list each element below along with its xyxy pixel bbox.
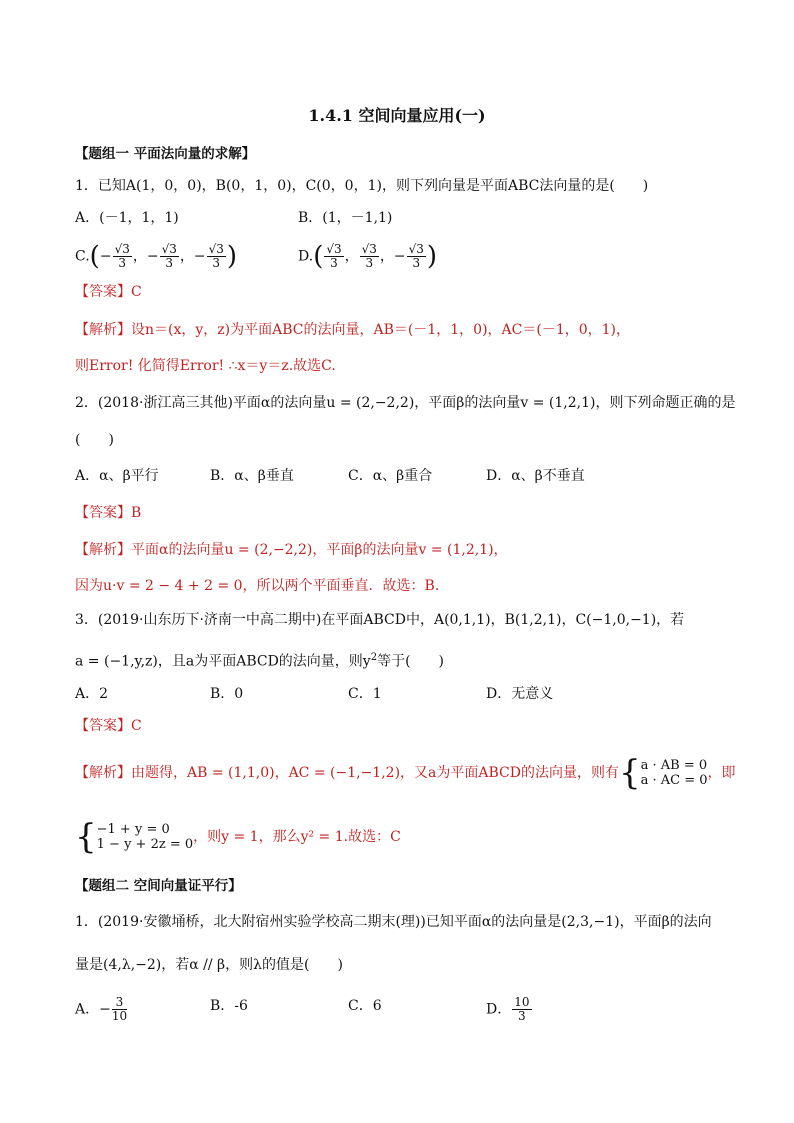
q2-stem-line2: ( ) [75,432,114,448]
q2-answer: 【答案】B [75,505,142,521]
page-title: 1.4.1 空间向量应用(一) [308,106,486,125]
q2-analysis-line2: 因为u·v = 2 − 4 + 2 = 0，所以两个平面垂直．故选：B． [75,578,449,594]
q3-option-d: D．无意义 [486,686,554,702]
g2q1-stem-line1: 1．(2019·安徽埇桥，北大附宿州实验学校高二期末(理))已知平面α的法向量是(2,3,−1)，平面β的法向 [75,914,712,930]
q3-stem-line1: 3．(2019·山东历下·济南一中高二期中)在平面ABCD中，A(0,1,1)，B(1,2,1)，C(−1,0,−1)，若 [75,612,685,628]
q1-option-a: A．(－1，1，1) [75,210,179,226]
g2q1-option-c: C．6 [348,998,382,1014]
g2q1-option-a: A．− $\frac{3}{10}$ [75,995,128,1023]
g2q1-option-d: D． $\frac{10}{3}$ [486,995,530,1023]
q3-answer: 【答案】C [75,718,142,734]
q3-option-b: B．0 [210,686,244,702]
q3-stem-line2: a = (−1,y,z)，且a为平面ABCD的法向量，则$y^2$等于( ) [75,652,445,670]
q2-stem-line1: 2．(2018·浙江高三其他)平面α的法向量u = (2,−2,2)，平面β的法向量v = (1,2,1)，则下列命题正确的是 [75,395,736,411]
g2q1-stem-line2: 量是(4,λ,−2)，若α // β，则λ的值是( ) [75,957,343,973]
q1-answer: 【答案】C [75,284,142,300]
q1-analysis-line2: 则Error! 化简得Error! ∴x＝y＝z.故选C. [75,358,336,374]
q2-option-b: B．α、β垂直 [210,468,294,484]
q1-analysis-line1: 【解析】设n＝(x，y，z)为平面ABC的法向量，AB＝(－1，1，0)，AC＝(－1，0，1)， [75,322,631,338]
answer-tag: 【答案】 [75,284,131,300]
q3-option-a: A．2 [75,686,109,702]
q1-option-c: C.(− $\frac{√3}{3}$ ，− $\frac{√3}{3}$ ，− $\frac{√3}{3}$ ) [75,241,238,272]
group1-heading: 【题组一 平面法向量的求解】 [75,146,256,162]
q1-stem: 1．已知A(1，0，0)，B(0，1，0)，C(0，0，1)，则下列向量是平面ABC法向量的是( ) [75,178,649,194]
q3-analysis-line2: { −1 + y = 0 1 − y + 2z = 0 ，则y = 1，那么y² = 1.故选：C [75,817,401,857]
q2-option-c: C．α、β重合 [348,468,433,484]
q3-analysis-line1: 【解析】由题得，AB = (1,1,0)，AC = (−1,−1,2)，又a为平面ABCD的法向量，则有{ a · AB = 0 a · AC = 0 ，即 [75,753,736,793]
g2q1-option-b: B．-6 [210,998,248,1014]
q3-option-c: C．1 [348,686,382,702]
group2-heading: 【题组二 空间向量证平行】 [75,878,242,894]
q2-analysis-line1: 【解析】平面α的法向量u = (2,−2,2)，平面β的法向量v = (1,2,1)， [75,542,508,558]
q1-option-b: B．(1，－1,1) [298,210,393,226]
q2-option-a: A．α、β平行 [75,468,159,484]
q2-option-d: D．α、β不垂直 [486,468,585,484]
q1-option-d: D.( $\frac{√3}{3}$ ， $\frac{√3}{3}$ ，− $\frac{√3}{3}$ ) [298,241,438,272]
